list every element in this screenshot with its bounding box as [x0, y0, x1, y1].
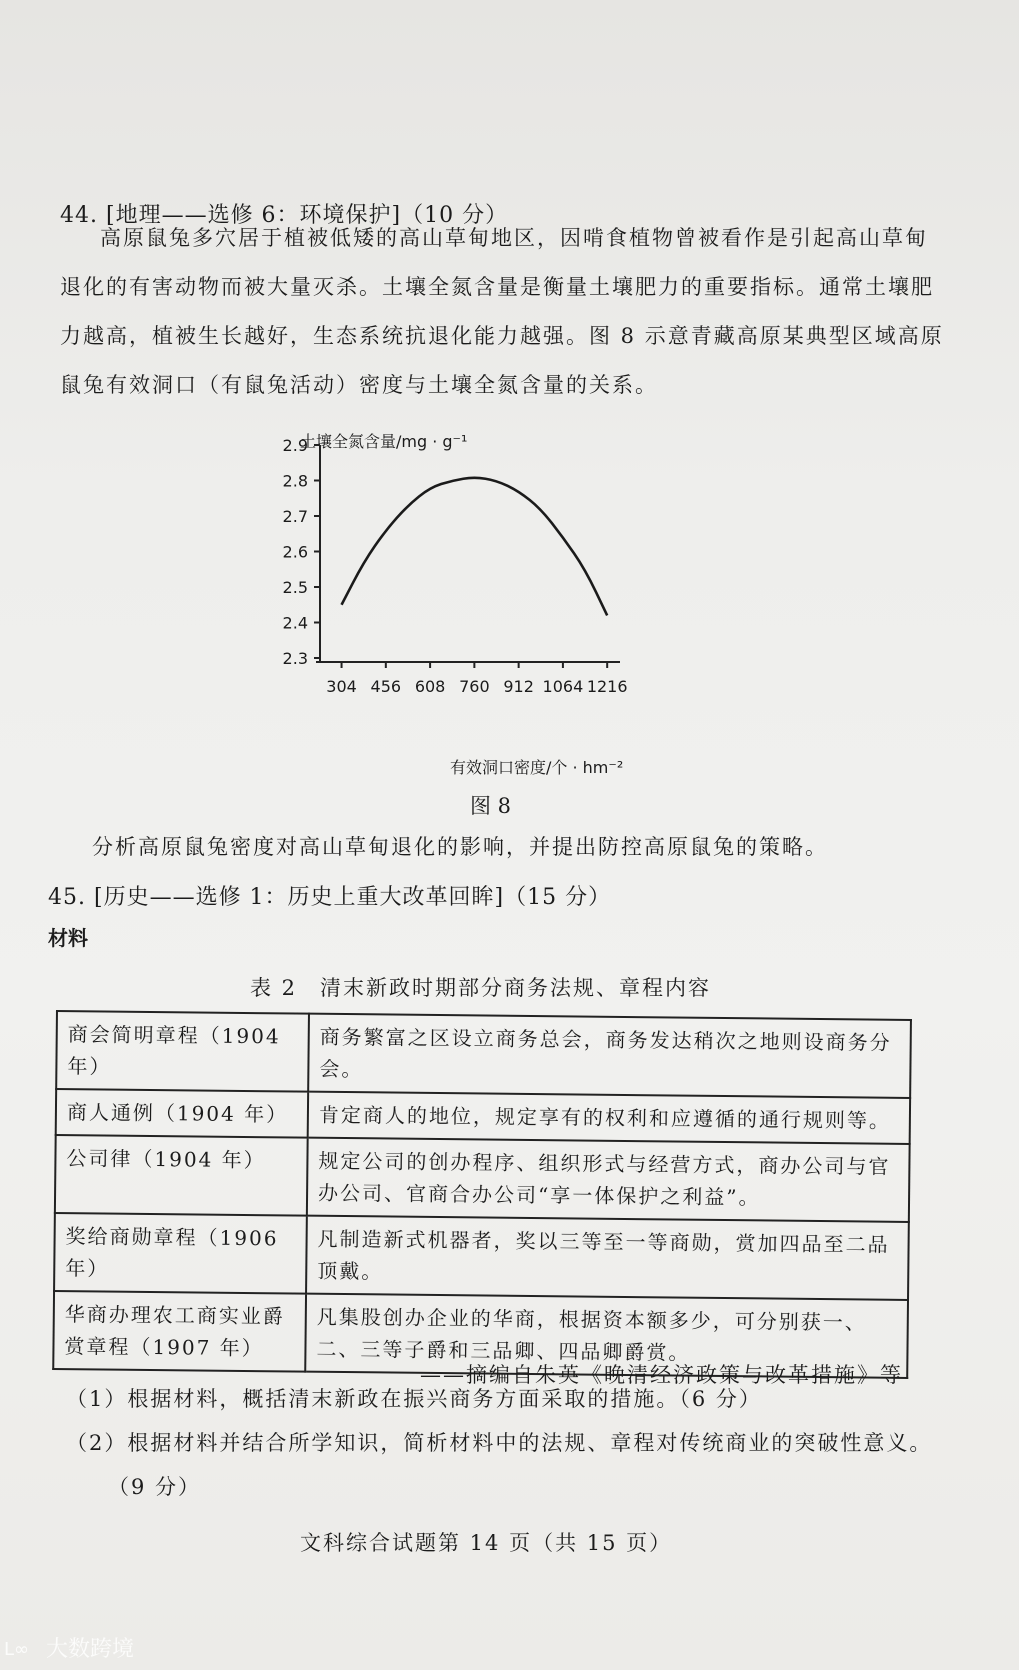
law-name: 商人通例（1904 年） — [56, 1089, 308, 1138]
x-axis — [316, 662, 628, 696]
figure-label: 图 8 — [470, 794, 512, 818]
figure-8-chart — [260, 425, 680, 785]
watermark-logo-icon — [4, 1635, 40, 1661]
table-row — [54, 1213, 909, 1300]
q44-line-1: 高原鼠兔多穴居于植被低矮的高山草甸地区，因啃食植物曾被看作是引起高山草甸 — [100, 226, 928, 250]
law-table — [52, 1010, 912, 1379]
q44-question: 分析高原鼠兔密度对高山草甸退化的影响，并提出防控高原鼠兔的策略。 — [92, 835, 828, 859]
table-source: ——摘编自朱英《晚清经济政策与改革措施》等 — [420, 1363, 903, 1387]
table-row — [56, 1011, 911, 1098]
page-footer: 文科综合试题第 14 页（共 15 页） — [300, 1531, 673, 1555]
y-tick-label: 2.5 — [282, 578, 308, 597]
law-content: 凡集股创办企业的华商，根据资本额多少，可分别获一、二、三等子爵和三品卿、四品卿爵赏。 — [305, 1294, 908, 1378]
chart-series — [342, 478, 608, 616]
law-content: 肯定商人的地位，规定享有的权利和应遵循的通行规则等。 — [308, 1092, 910, 1144]
law-name: 华商办理农工商实业爵赏章程（1907 年） — [53, 1291, 306, 1372]
law-content: 凡制造新式机器者，奖以三等至一等商勋，赏加四品至二品顶戴。 — [306, 1216, 909, 1300]
law-name: 奖给商勋章程（1906 年） — [54, 1213, 307, 1294]
law-name: 商会简明章程（1904 年） — [56, 1011, 309, 1092]
q45-header: 45. [历史——选修 1：历史上重大改革回眸]（15 分） — [48, 885, 612, 910]
q45-subquestion-2-score: （9 分） — [108, 1475, 202, 1499]
q45-subquestion-1: （1）根据材料，概括清末新政在振兴商务方面采取的措施。（6 分） — [66, 1387, 762, 1411]
law-content: 规定公司的创办程序、组织形式与经营方式，商办公司与官办公司、官商合办公司“享一体保护之利益”。 — [307, 1138, 910, 1222]
watermark-text: 大数跨境 — [46, 1637, 135, 1662]
chart-xlabel: 有效洞口密度/个 · hm⁻² — [450, 758, 624, 777]
x-tick-label: 1216 — [586, 677, 628, 696]
q44-header: 44. [地理——选修 6：环境保护]（10 分） — [60, 203, 509, 228]
q44-line-3: 力越高，植被生长越好，生态系统抗退化能力越强。图 8 示意青藏高原某典型区域高原 — [60, 324, 944, 348]
y-tick-label: 2.9 — [282, 436, 308, 455]
y-tick-label: 2.7 — [282, 507, 308, 526]
y-tick-label: 2.3 — [282, 649, 308, 668]
y-tick-label: 2.6 — [282, 542, 308, 562]
q44-line-4: 鼠兔有效洞口（有鼠兔活动）密度与土壤全氮含量的关系。 — [60, 373, 658, 397]
x-tick-label: 912 — [503, 677, 534, 696]
q45-subquestion-2: （2）根据材料并结合所学知识，简析材料中的法规、章程对传统商业的突破性意义。 — [66, 1431, 933, 1455]
x-tick-label: 456 — [370, 677, 402, 696]
material-label: 材料 — [48, 926, 88, 950]
q44-line-2: 退化的有害动物而被大量灭杀。土壤全氮含量是衡量土壤肥力的重要指标。通常土壤肥 — [60, 275, 934, 299]
law-content: 商务繁富之区设立商务总会，商务发达稍次之地则设商务分会。 — [308, 1014, 911, 1098]
watermark — [4, 1632, 134, 1663]
x-tick-label: 760 — [459, 677, 490, 696]
svg-text:ᒪ∞: ᒪ∞ — [4, 1638, 30, 1660]
y-axis — [283, 436, 320, 668]
y-tick-label: 2.4 — [282, 613, 308, 633]
q44-paragraph — [60, 214, 960, 410]
chart-ylabel: 土壤全氮含量/mg · g⁻¹ — [300, 432, 468, 451]
x-tick-label: 608 — [414, 677, 446, 696]
table-row — [55, 1135, 910, 1222]
series-line — [342, 478, 608, 616]
x-tick-label: 304 — [326, 677, 357, 696]
table-title: 表 2 清末新政时期部分商务法规、章程内容 — [250, 976, 712, 1000]
y-tick-label: 2.8 — [282, 471, 308, 491]
law-name: 公司律（1904 年） — [55, 1135, 308, 1216]
x-tick-label: 1064 — [542, 677, 584, 696]
